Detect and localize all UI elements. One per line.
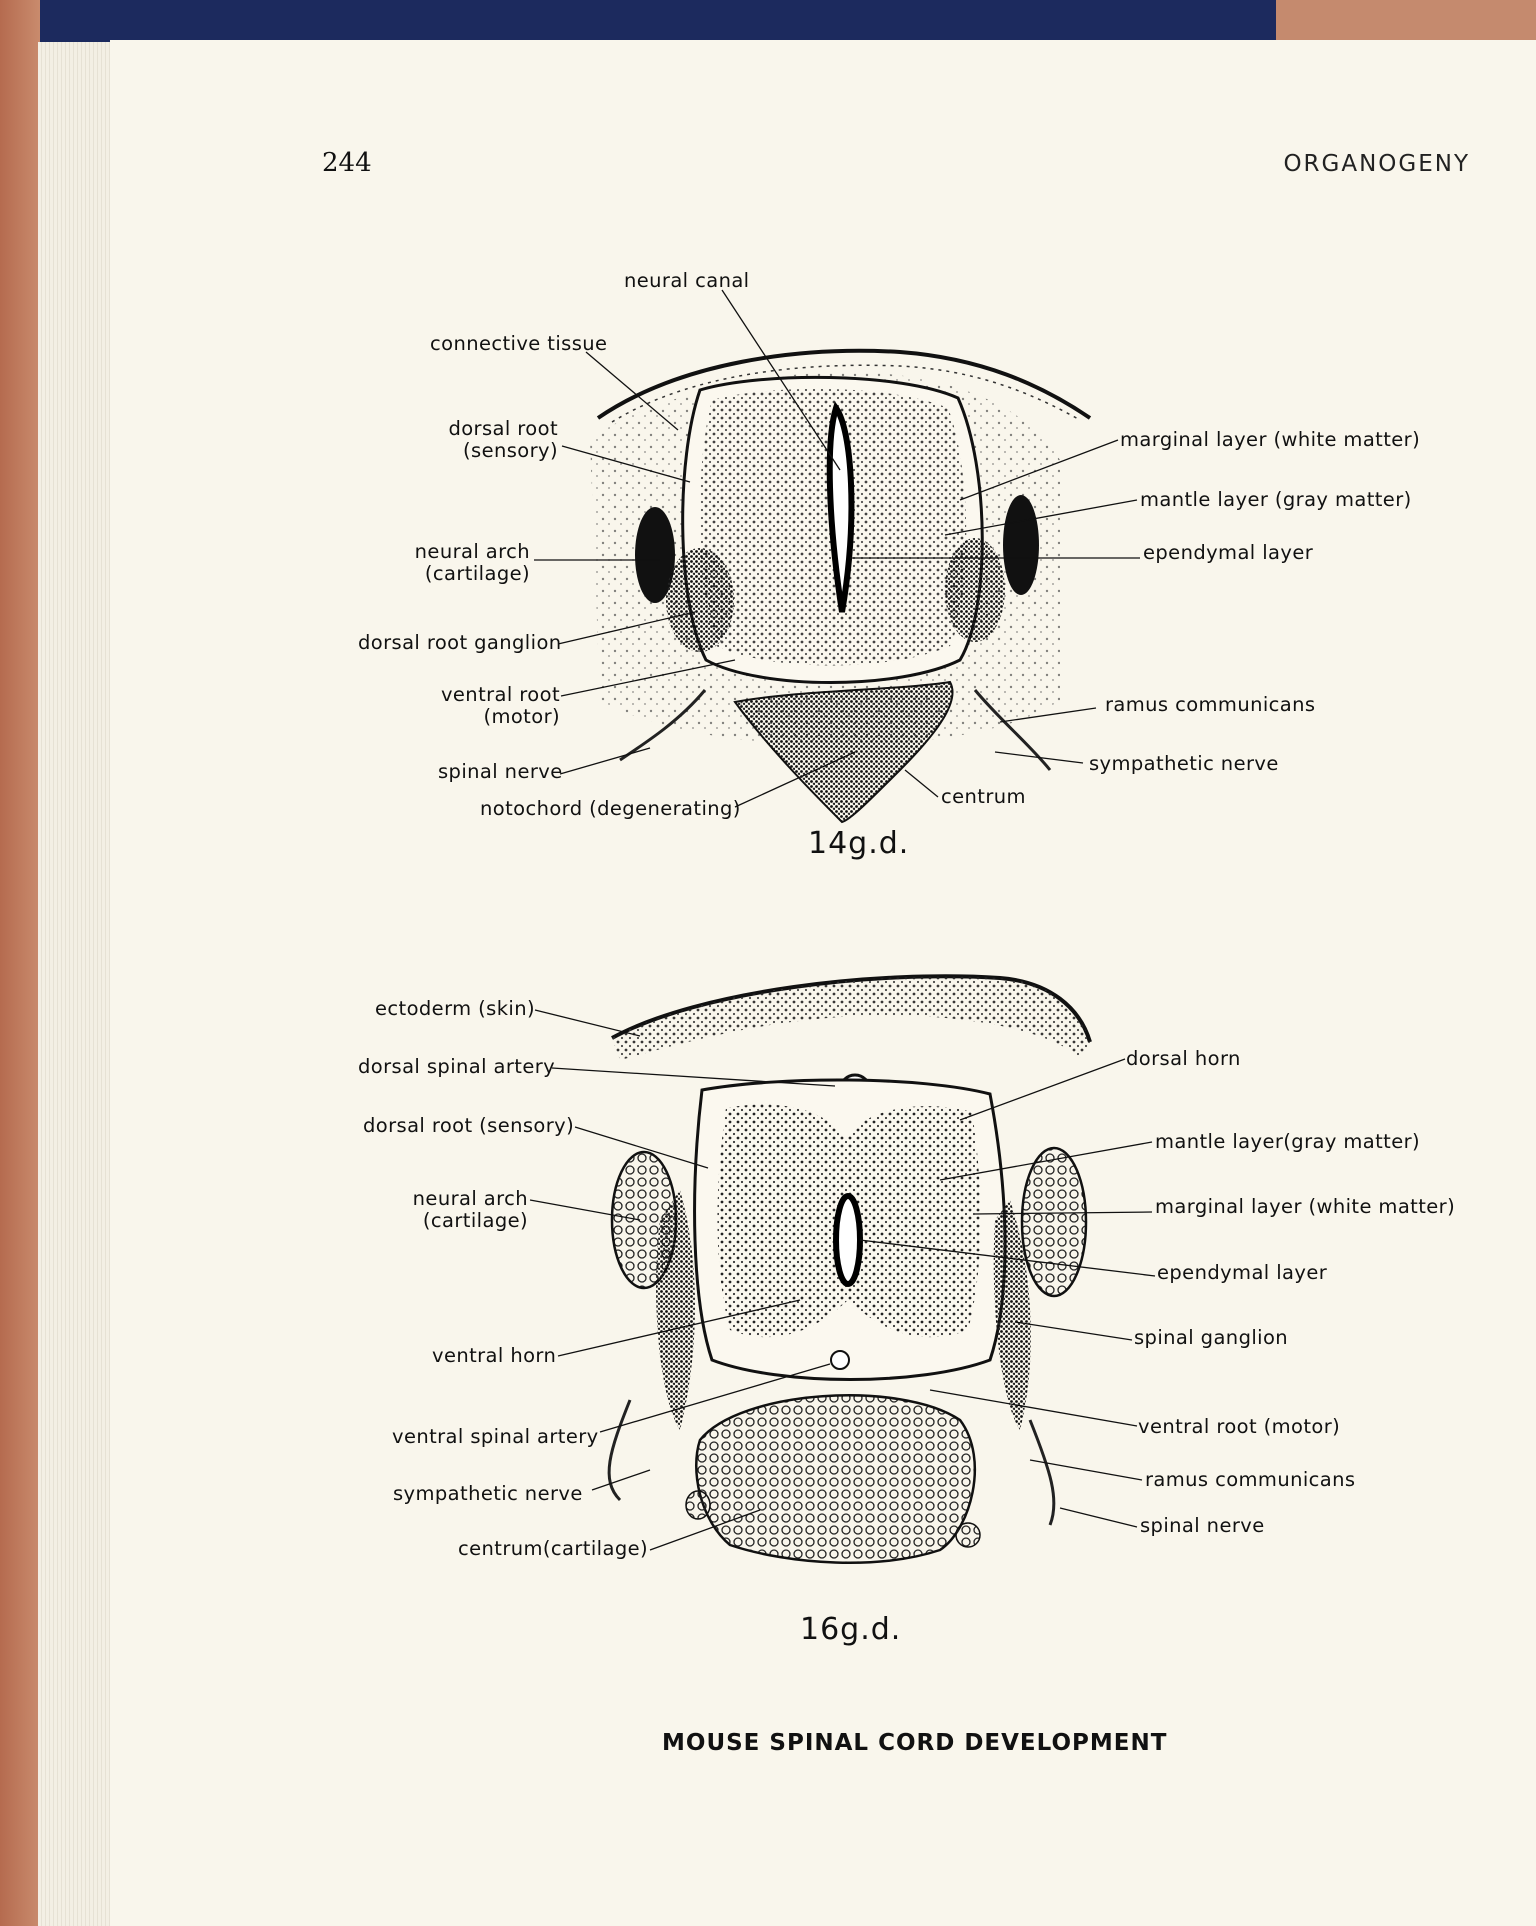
label-connective-tissue-14: connective tissue [430, 332, 608, 355]
stage-label-16: 16g.d. [800, 1612, 902, 1647]
label-dorsal-root-16: dorsal root (sensory) [363, 1114, 575, 1137]
label-neural-arch-16-line1: neural arch [412, 1187, 528, 1210]
label-dorsal-root-14-line2: (sensory) [463, 438, 558, 462]
neural-canal-16 [836, 1196, 860, 1284]
neural-arch-right-14 [1003, 495, 1039, 595]
label-neural-canal-14: neural canal [624, 269, 750, 292]
neural-arch-right-16 [1022, 1148, 1086, 1296]
label-neural-arch-16-line2: (cartilage) [422, 1208, 528, 1232]
label-dorsal-root-14-line1: dorsal root [448, 417, 558, 440]
label-neural-arch-14 [402, 541, 530, 585]
label-neural-arch-14-line1: neural arch [414, 540, 530, 563]
label-neural-arch-14-line2: (cartilage) [424, 561, 530, 585]
label-dorsal-horn-16: dorsal horn [1126, 1047, 1241, 1070]
label-neural-arch-16 [400, 1188, 528, 1232]
label-centrum-16: centrum(cartilage) [458, 1537, 649, 1560]
figure-14gd [534, 290, 1140, 822]
centrum-14 [735, 682, 953, 822]
label-ventral-root-14-line2: (motor) [483, 704, 560, 728]
label-spinal-nerve-16: spinal nerve [1140, 1514, 1265, 1537]
centrum-16 [696, 1395, 975, 1562]
label-ependymal-layer-16: ependymal layer [1157, 1261, 1328, 1284]
label-mantle-layer-14: mantle layer (gray matter) [1140, 488, 1412, 511]
label-ventral-spinal-artery-16: ventral spinal artery [392, 1425, 599, 1448]
label-centrum-14: centrum [941, 785, 1026, 808]
label-ramus-communicans-16: ramus communicans [1145, 1468, 1356, 1491]
label-ventral-horn-16: ventral horn [432, 1344, 557, 1367]
figure-caption: MOUSE SPINAL CORD DEVELOPMENT [662, 1730, 1168, 1756]
label-dorsal-spinal-artery-16: dorsal spinal artery [358, 1055, 556, 1078]
label-notochord-14: notochord (degenerating) [480, 797, 741, 820]
label-ventral-root-16: ventral root (motor) [1138, 1415, 1341, 1438]
ventral-spinal-artery [831, 1351, 849, 1369]
label-ventral-root-14-line1: ventral root [440, 683, 560, 706]
stage-label-14: 14g.d. [808, 826, 910, 861]
label-mantle-layer-16: mantle layer(gray matter) [1155, 1130, 1421, 1153]
page-number: 244 [322, 148, 372, 178]
figure-16gd [530, 976, 1155, 1562]
label-sympathetic-nerve-14: sympathetic nerve [1089, 752, 1279, 775]
label-ventral-root-14 [420, 684, 560, 728]
label-sympathetic-nerve-16: sympathetic nerve [393, 1482, 583, 1505]
label-dorsal-root-14 [440, 418, 558, 462]
running-head: ORGANOGENY [1283, 151, 1470, 177]
label-spinal-nerve-14: spinal nerve [438, 760, 563, 783]
label-ependymal-layer-14: ependymal layer [1143, 541, 1314, 564]
label-ramus-communicans-14: ramus communicans [1105, 693, 1316, 716]
label-spinal-ganglion-16: spinal ganglion [1134, 1326, 1289, 1349]
label-marginal-layer-16: marginal layer (white matter) [1155, 1195, 1456, 1218]
label-ectoderm-16: ectoderm (skin) [375, 997, 535, 1020]
label-marginal-layer-14: marginal layer (white matter) [1120, 428, 1421, 451]
label-dorsal-root-ganglion-14: dorsal root ganglion [358, 631, 562, 654]
